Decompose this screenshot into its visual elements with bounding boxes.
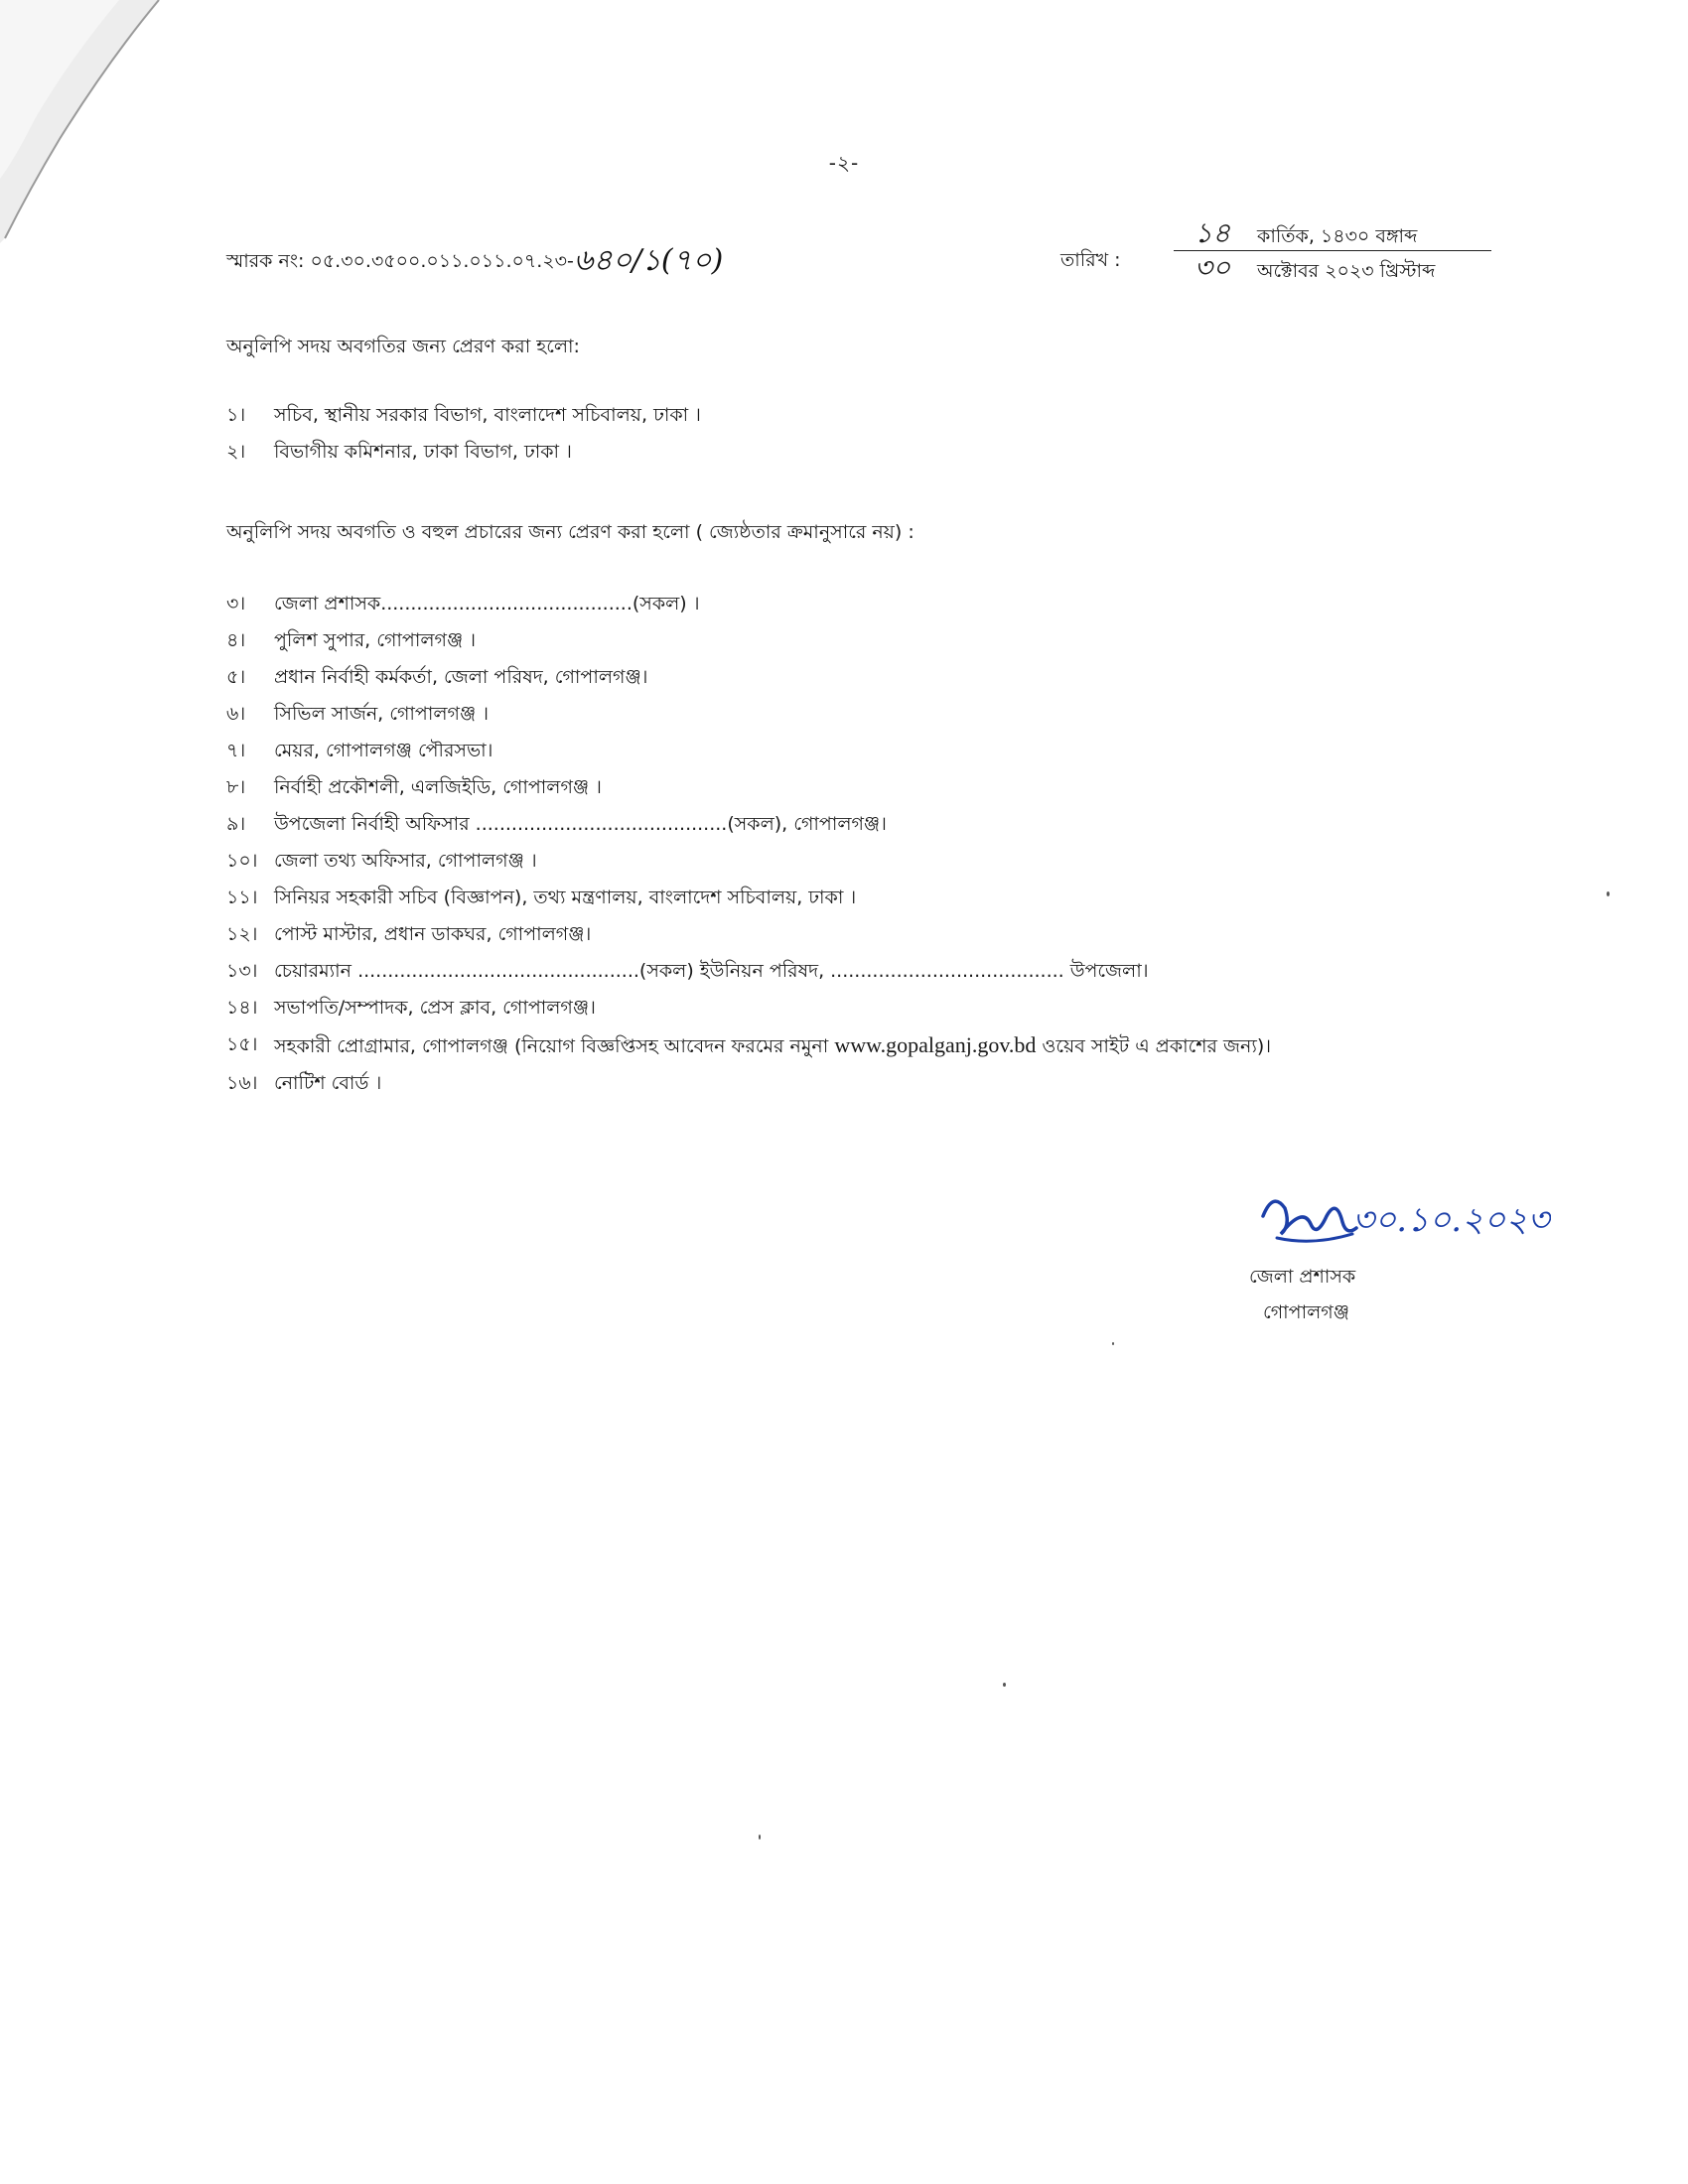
item-text-before: সহকারী প্রোগ্রামার, গোপালগঞ্জ (নিয়োগ বিজ্ঞপ্তিসহ আবেদন ফরমের নমুনা <box>274 1035 835 1057</box>
list-item <box>226 806 1485 843</box>
item-text: সিভিল সার্জন, গোপালগঞ্জ । <box>274 703 490 725</box>
item-text: মেয়র, গোপালগঞ্জ পৌরসভা। <box>274 740 493 761</box>
scan-speck <box>759 1835 761 1840</box>
list-item <box>226 843 1485 880</box>
item-number: ৯। <box>226 813 246 835</box>
signatory-title: জেলা প্রশাসক <box>1249 1266 1356 1288</box>
english-month-year: অক্টোবর ২০২৩ খ্রিস্টাব্দ <box>1257 260 1436 282</box>
item-text: সভাপতি/সম্পাদক, প্রেস ক্লাব, গোপালগঞ্জ। <box>274 997 596 1019</box>
item-number: ৬। <box>226 703 246 725</box>
memo-number: ০৫.৩০.৩৫০০.০১১.০১১.০৭.২৩- <box>310 250 574 272</box>
signatory-block <box>1249 1259 1355 1330</box>
list-item <box>226 434 1485 471</box>
bangla-date <box>1174 216 1491 251</box>
list-item <box>226 990 1485 1026</box>
item-text: পুলিশ সুপার, গোপালগঞ্জ । <box>274 629 477 651</box>
signatory-place: গোপালগঞ্জ <box>1263 1301 1349 1323</box>
item-text: পোস্ট মাস্টার, প্রধান ডাকঘর, গোপালগঞ্জ। <box>274 923 592 945</box>
item-text: সচিব, স্থানীয় সরকার বিভাগ, বাংলাদেশ সচিবালয়, ঢাকা । <box>274 404 701 426</box>
list-item <box>226 953 1485 990</box>
item-text-after: ওয়েব সাইট এ প্রকাশের জন্য)। <box>1036 1035 1272 1057</box>
memo-reference <box>226 236 723 287</box>
signature-date: ৩০.১০.২০২৩ <box>1352 1200 1550 1240</box>
list-item <box>226 659 1485 696</box>
item-number: ১২। <box>226 923 258 945</box>
memo-handwritten-suffix: ৬৪০/১(৭০) <box>573 243 724 278</box>
list-item <box>226 1065 1485 1102</box>
list-item <box>226 880 1485 916</box>
item-number: ১৩। <box>226 960 258 982</box>
item-text: উপজেলা নির্বাহী অফিসার ..........................................(সকল), গোপালগঞ্জ। <box>274 813 887 835</box>
item-text: নোটিশ বোর্ড । <box>274 1072 382 1094</box>
item-number: ৮। <box>226 776 246 798</box>
handwritten-signature <box>1253 1186 1551 1256</box>
item-text: প্রধান নির্বাহী কর্মকর্তা, জেলা পরিষদ, গোপালগঞ্জ। <box>274 666 648 688</box>
item-number: ১০। <box>226 850 258 872</box>
scan-speck <box>1607 891 1610 896</box>
list-item <box>226 916 1485 953</box>
english-day-handwritten: ৩০ <box>1194 251 1231 284</box>
website-link[interactable]: www.gopalganj.gov.bd <box>834 1032 1037 1057</box>
item-text: নির্বাহী প্রকৌশলী, এলজিইডি, গোপালগঞ্জ । <box>274 776 602 798</box>
item-number: ১১। <box>226 887 258 908</box>
list-item <box>226 769 1485 806</box>
item-number: ৫। <box>226 666 246 688</box>
item-number: ১৫। <box>226 1033 258 1055</box>
item-number: ৪। <box>226 629 246 651</box>
scan-speck <box>1003 1683 1006 1687</box>
item-text: বিভাগীয় কমিশনার, ঢাকা বিভাগ, ঢাকা । <box>274 441 572 463</box>
item-number: ৩। <box>226 593 246 614</box>
scan-speck <box>1112 1342 1114 1345</box>
item-number: ১। <box>226 404 246 426</box>
list-item <box>226 733 1485 769</box>
list-item <box>226 397 1485 434</box>
item-number: ৭। <box>226 740 246 761</box>
recipient-list-info <box>226 397 1485 471</box>
english-date <box>1174 251 1491 285</box>
page-number: -২- <box>828 151 860 175</box>
intro-copy-publicity: অনুলিপি সদয় অবগতি ও বহুল প্রচারের জন্য প্রেরণ করা হলো ( জ্যেষ্ঠতার ক্রমানুসারে নয়) : <box>226 521 914 543</box>
item-text: সিনিয়র সহকারী সচিব (বিজ্ঞাপন), তথ্য মন্ত্রণালয়, বাংলাদেশ সচিবালয়, ঢাকা । <box>274 887 857 908</box>
list-item <box>226 586 1485 622</box>
memo-label: স্মারক নং: <box>226 250 305 272</box>
item-number: ১৬। <box>226 1072 258 1094</box>
item-number: ১৪। <box>226 997 258 1019</box>
bangla-month-year: কার্তিক, ১৪৩০ বঙ্গাব্দ <box>1257 225 1418 247</box>
item-text: জেলা প্রশাসক..........................................(সকল) । <box>274 593 700 614</box>
folded-corner <box>0 0 189 248</box>
item-text: জেলা তথ্য অফিসার, গোপালগঞ্জ । <box>274 850 537 872</box>
list-item <box>226 1026 1485 1065</box>
recipient-list-publicity <box>226 586 1485 1102</box>
date-label: তারিখ : <box>1060 249 1121 271</box>
date-block <box>1174 216 1491 285</box>
item-number: ২। <box>226 441 246 463</box>
list-item <box>226 696 1485 733</box>
bangla-day-handwritten: ১৪ <box>1194 216 1231 249</box>
item-text: চেয়ারম্যান ...............................................(সকল) ইউনিয়ন পরিষদ, ....................................... উপজেলা। <box>274 960 1149 982</box>
list-item <box>226 622 1485 659</box>
item-text <box>274 1026 1485 1065</box>
intro-copy-info: অনুলিপি সদয় অবগতির জন্য প্রেরণ করা হলো: <box>226 336 580 357</box>
